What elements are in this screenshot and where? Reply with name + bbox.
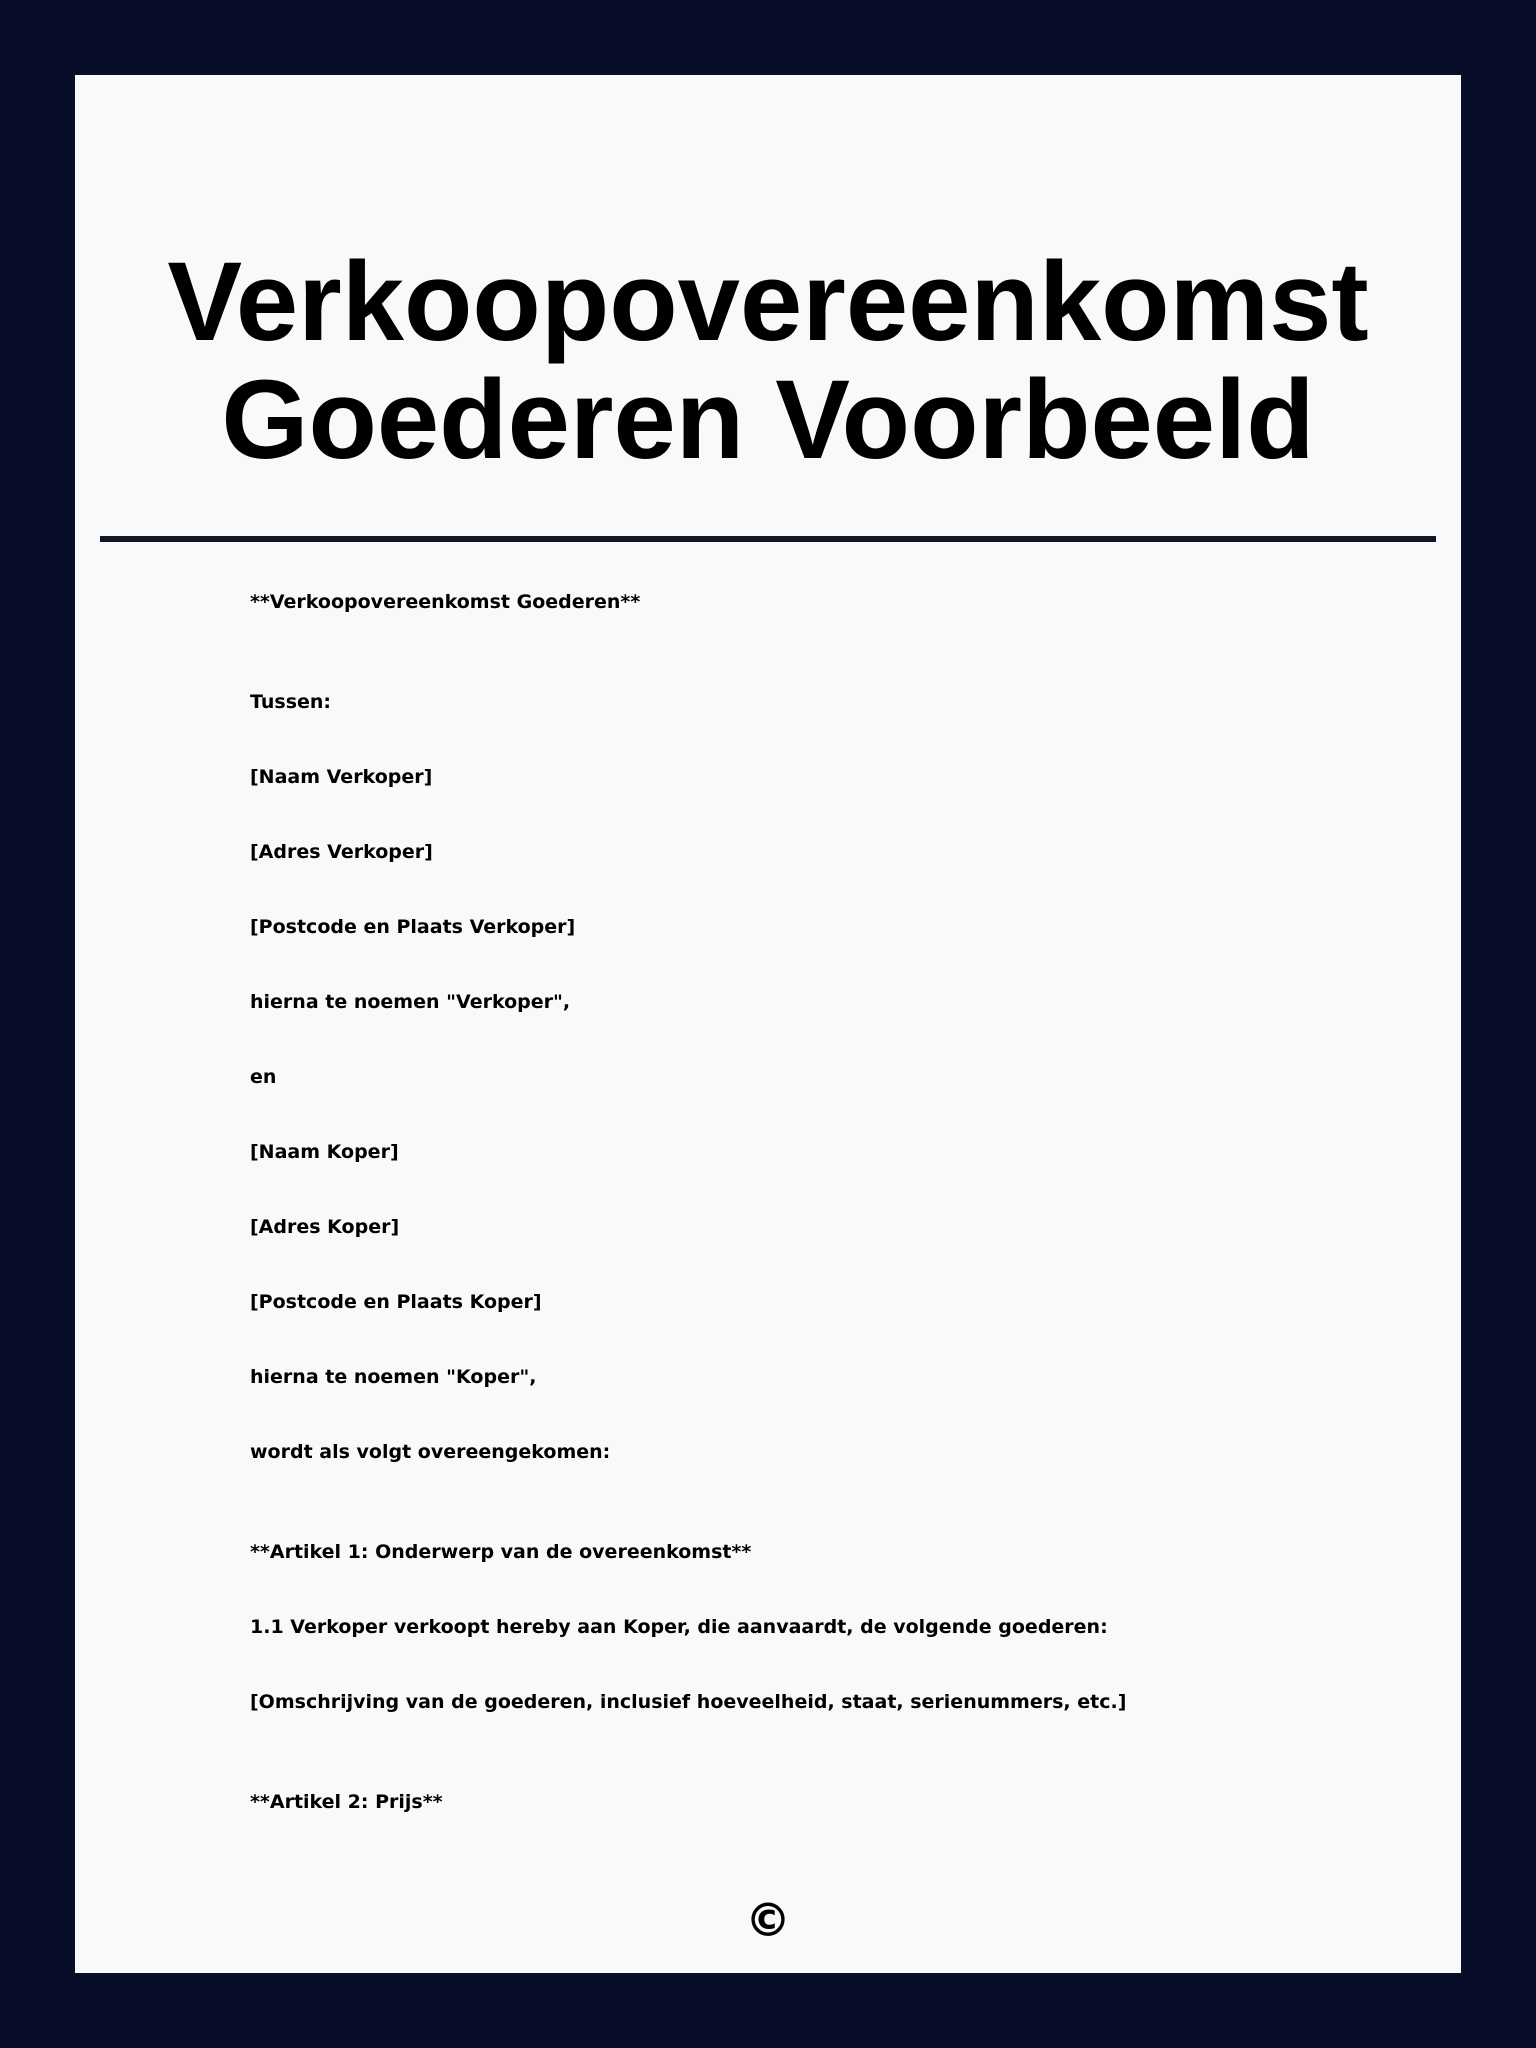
document-page xyxy=(75,75,1461,1973)
text-line: Tussen: xyxy=(250,691,332,713)
copyright-icon: © xyxy=(745,1893,791,1947)
article-heading: **Artikel 1: Onderwerp van de overeenkomst** xyxy=(250,1541,752,1563)
text-line: hierna te noemen "Verkoper", xyxy=(250,991,571,1013)
text-line: en xyxy=(250,1066,277,1088)
text-line: [Postcode en Plaats Verkoper] xyxy=(250,916,576,938)
document-heading: **Verkoopovereenkomst Goederen** xyxy=(250,591,641,613)
text-line: [Naam Verkoper] xyxy=(250,766,433,788)
text-line: [Adres Koper] xyxy=(250,1216,400,1238)
text-line: hierna te noemen "Koper", xyxy=(250,1366,537,1388)
title-line-1: Verkoopovereenkomst xyxy=(167,239,1369,364)
text-line: 1.1 Verkoper verkoopt hereby aan Koper, die aanvaardt, de volgende goederen: xyxy=(250,1616,1108,1638)
title-divider xyxy=(100,536,1436,542)
text-line: [Naam Koper] xyxy=(250,1141,399,1163)
text-line: wordt als volgt overeengekomen: xyxy=(250,1441,611,1463)
text-line: [Postcode en Plaats Koper] xyxy=(250,1291,542,1313)
title-line-2: Goederen Voorbeeld xyxy=(221,357,1315,482)
page-title xyxy=(75,239,1461,482)
article-heading: **Artikel 2: Prijs** xyxy=(250,1791,443,1813)
text-line: [Adres Verkoper] xyxy=(250,841,433,863)
text-line: [Omschrijving van de goederen, inclusief hoeveelheid, staat, serienummers, etc.] xyxy=(250,1691,1127,1713)
